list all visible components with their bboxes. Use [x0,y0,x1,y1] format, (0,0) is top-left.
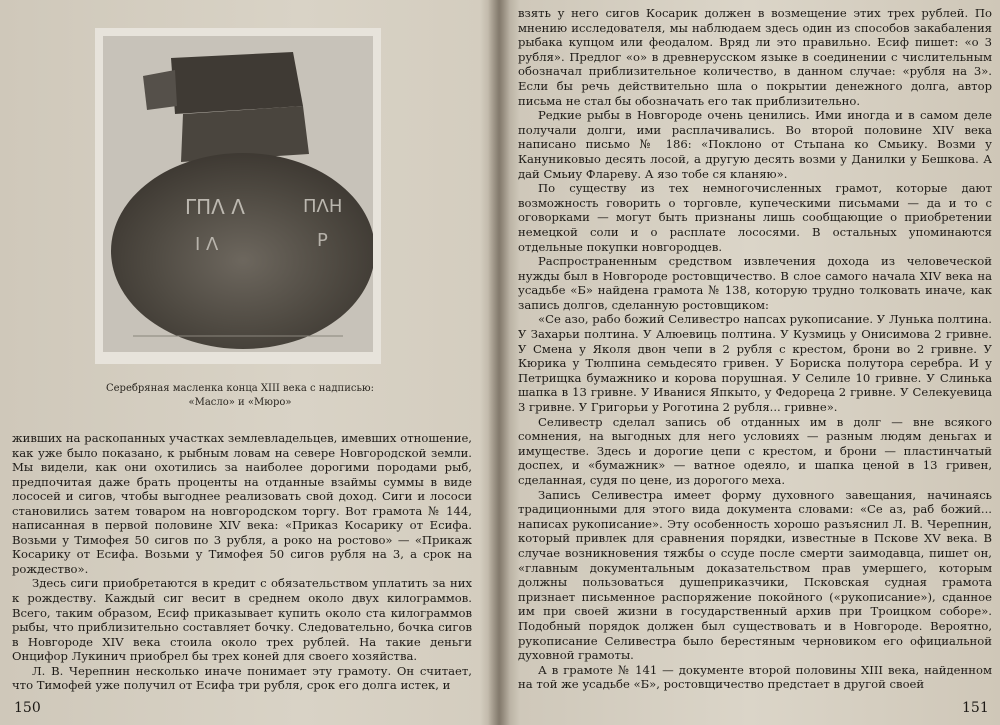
figure-caption: Серебряная масленка конца XIII века с надписью: «Масло» и «Мюро» [105,383,374,408]
paragraph: «Се азо, рабо божий Селивестро напсах рукописание. У Лунька полтина. У Захарьи полтина. У Алюевиць полтина. У Кузмиць у Онисимова 2 гривне. У Смена у Яколя двон чепи в 2 рубля с крестом, брони во 2 гривне. У Кюрика у Тюлпина семьдесято гривен. У Бориска полутора серебра. И у Петрищка бумажнико и корова порушная. У Селиле 10 гривне. У Слинька шапка в 13 гривне. У Иванися Япкыто, у Федореца 2 гривне. У Селекуевица 3 гривне. У Григорьи у Роготина 2 рубля... гривне». [518,312,992,415]
photo-frame [95,28,381,364]
paragraph: Здесь сиги приобретаются в кредит с обязательством уплатить за них к рождеству. Каждый сиг весит в среднем около двух килограммов. Всего, таким образом, Есиф приказывает купить около ста килограммов рыбы, что приблизительно составляет бочку. Следовательно, бочка сигов в Новгороде XIV века стоила около трех рублей. На такие деньги Онцифор Лукинич приобрел бы трех коней для своего хозяйства. [12,576,472,664]
paragraph: взять у него сигов Косарик должен в возмещение этих трех рублей. По мнению исследователя, мы наблюдаем здесь один из способов закабаления рыбака купцом или феодалом. Вряд ли это правильно. Есиф пишет: «о 3 рубля». Предлог «о» в древнерусском языке в соединении с числительным обозначал приблизительное количество, в данном случае: «рубля на 3». Если бы речь действительно шла о покрытии денежного долга, автор письма не стал бы обозначать его так приблизительно. [518,6,992,108]
svg-text:Ρ: Ρ [317,230,328,251]
butter-dish-illustration [103,36,373,352]
paragraph: живших на раскопанных участках землевладельцев, имевших отношение, как уже было показано, к рыбным ловам на севере Новгородской земли. Мы видели, как они охотились за наиболее дорогими породами рыб, предпочитая даже брать проценты на отданные взаймы суммы в виде лососей и сигов, чтобы выгоднее реализовать свой доход. Сиги и лососи становились затем товаром на новгородском торгу. Вот грамота № 144, написанная в первой половине XIV века: «Приказ Косарику от Есифа. Возьми у Тимофея 50 сигов по 3 рубля, а роко на ростово» — «Прикаж Косарику от Есифа. Возьми у Тимофея 50 сигов рубля на 3, а срок на рождество». [12,431,472,576]
paragraph: Редкие рыбы в Новгороде очень ценились. Ими иногда и в самом деле получали долги, ими расплачивались. Во второй половине XIV века написано письмо № 186: «Поклоно от Стьпана ко Смьику. Возми у Кануниковыо десять лосой, а другую десять возми у Данилки у Бешкова. А дай Смьиу Флареву. А язо тобе ся кланяю». [518,108,992,181]
paragraph: Л. В. Черепнин несколько иначе понимает эту грамоту. Он считает, что Тимофей уже получил от Есифа три рубля, срок его долга истек, и [12,663,472,693]
paragraph: А в грамоте № 141 — документе второй половины XIII века, найденном на той же усадьбе «Б», ростовщичество предстает в другой своей [518,662,992,692]
paragraph: Селивестр сделал запись об отданных им в долг — вне всякого сомнения, на выгодных для него условиях — разным людям деньгах и имуществе. Здесь и дорогие цепи с крестом, и брони — пластинчатый доспех, и «бумажник» — ватное одеяло, и шапка ценой в 13 гривен, сделанная, судя по цене, из дорогого меха. [518,414,992,487]
page-number-left: 150 [14,700,41,716]
page-number-right: 151 [962,700,989,716]
svg-text:Ι Λ: Ι Λ [195,234,219,255]
paragraph: Запись Селивестра имеет форму духовного завещания, начинаясь традиционными для этого вида документа словами: «Се аз, раб божий... написах рукописание». Эту особенность хорошо разъяснил Л. В. Черепнин, который привлек для сравнения порядки, известные в Пскове XV века. В случае возникновения тяжбы о ссуде после смерти заимодавца, пишет он, «главным документальным доказательством прав умершего, которым должны пользоваться душеприказчики, Псковская судная грамота признает письменное распоряжение покойного («рукописание»), сданное им при своей жизни в государственный архив при Троицком соборе». Подобный порядок должен был существовать и в Новгороде. Вероятно, рукописание Селивестра было берестяным черновиком его официальной духовной грамоты. [518,487,992,663]
right-page-text [518,6,992,692]
paragraph: Распространенным средством извлечения дохода из человеческой нужды был в Новгороде ростовщичество. В слое самого начала XIV века на усадьбе «Б» найдена грамота № 138, которую трудно толковать иначе, как запись долгов, сделанную ростовщиком: [518,254,992,312]
butter-dish-photo [103,36,373,352]
book-gutter [488,0,510,725]
svg-text:ΓΠΛ Λ: ΓΠΛ Λ [185,195,245,219]
left-page-text [12,431,472,693]
svg-text:ΠΛΗ: ΠΛΗ [303,196,343,217]
left-page [0,0,490,725]
paragraph: По существу из тех немногочисленных грамот, которые дают возможность говорить о торговле, купеческими письмами — да и то с оговорками — могут быть признаны лишь сообщающие о приобретении немецкой соли и о расплате лососями. В остальных упоминаются отдельные покупки новгородцев. [518,181,992,254]
